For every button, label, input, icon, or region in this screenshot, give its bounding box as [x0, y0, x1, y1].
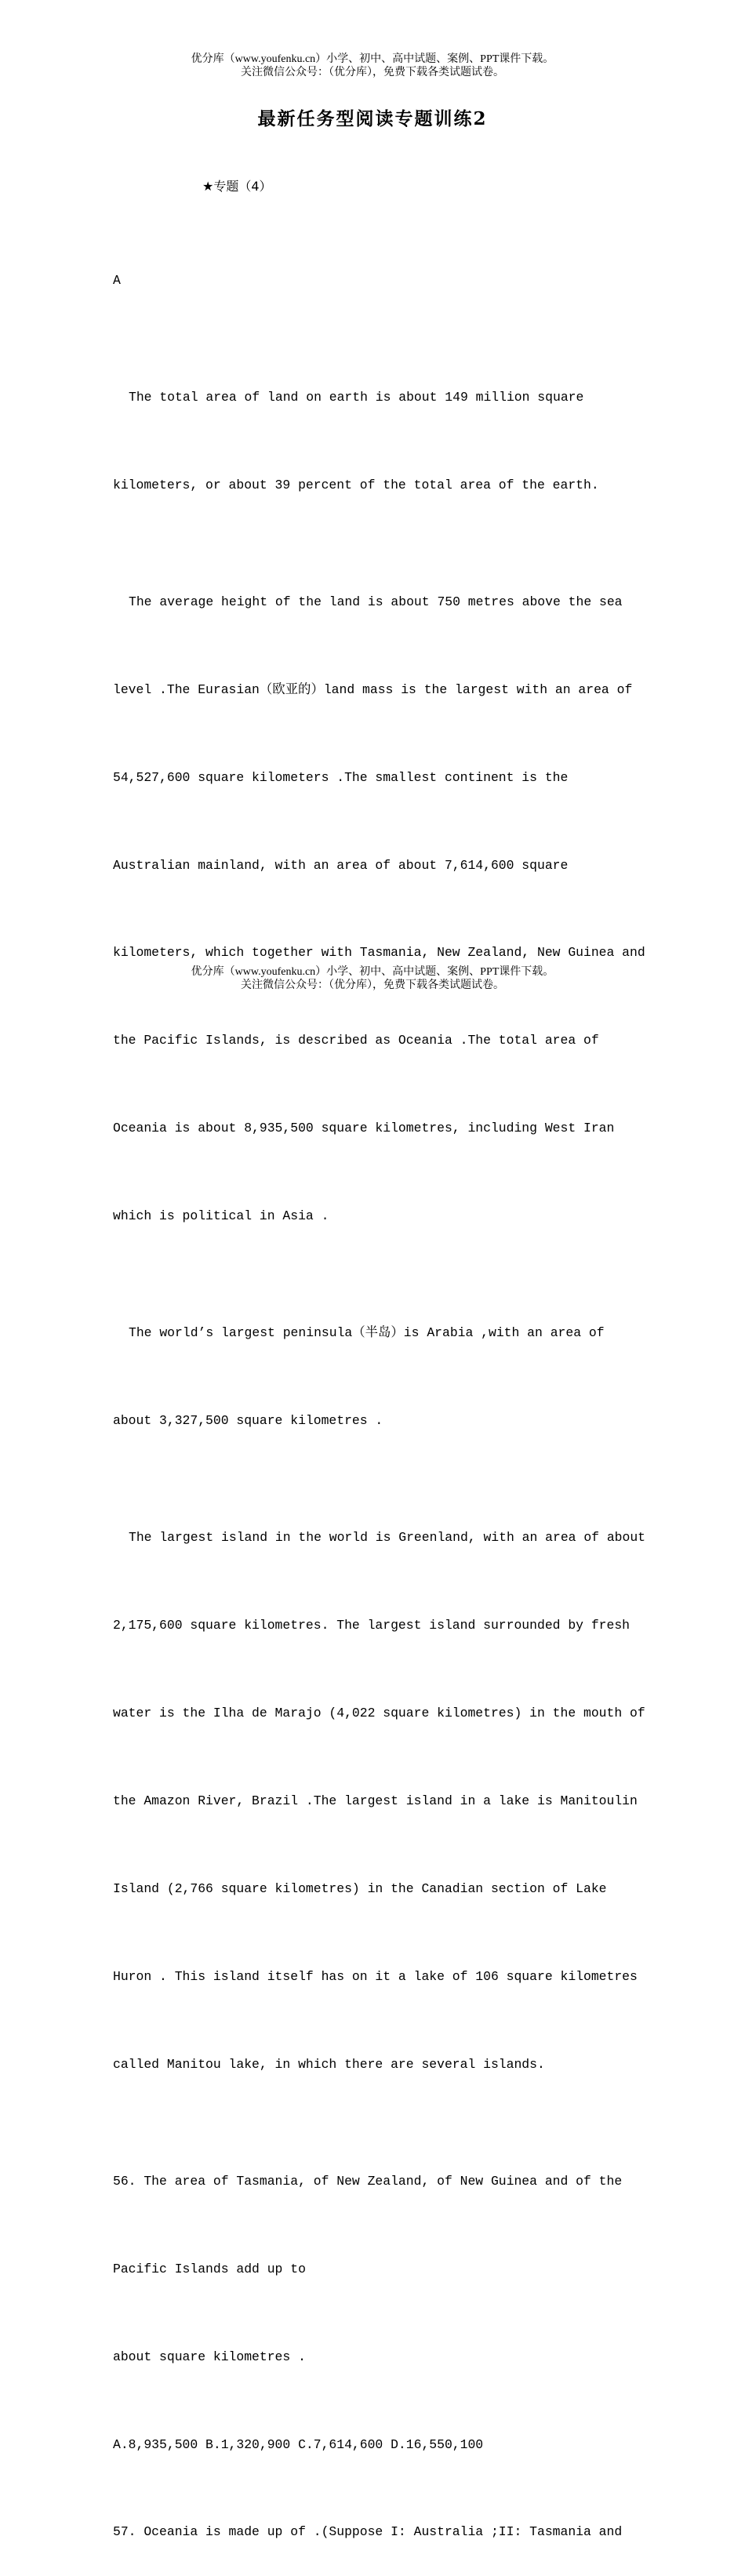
paragraph-line: which is political in Asia .	[113, 1208, 329, 1224]
paragraph-line: The average height of the land is about 750 metres above the sea	[129, 594, 623, 609]
paragraph-line: Huron . This island itself has on it a lake of 106 square kilometres	[113, 1968, 638, 1984]
paragraph-line: 2,175,600 square kilometres. The largest island surrounded by fresh	[113, 1618, 631, 1633]
paragraph-line: Island (2,766 square kilometres) in the Canadian section of Lake	[113, 1880, 607, 1896]
paragraph-line: The largest island in the world is Greenland, with an area of about	[129, 1530, 646, 1546]
paragraph-line: called Manitou lake, in which there are several islands.	[113, 2056, 545, 2072]
section-heading: ★专题（4）	[202, 179, 272, 194]
question-56-line: 56. The area of Tasmania, of New Zealand, of New Guinea and of the	[113, 2173, 623, 2189]
question-56-options: A.8,935,500 B.1,320,900 C.7,614,600 D.16,550,100	[113, 2436, 484, 2452]
document-body	[113, 207, 646, 2576]
paragraph-line: level .The Eurasian（欧亚的）land mass is the largest with an area of	[113, 681, 633, 697]
passage-label: A	[113, 272, 121, 288]
paragraph-line: The total area of land on earth is about 149 million square	[129, 389, 584, 405]
question-56-line: about square kilometres .	[113, 2349, 306, 2364]
header-line-2: 关注微信公众号：（优分库），免费下载各类试题试卷。	[241, 67, 504, 78]
paragraph-line: the Pacific Islands, is described as Oceania .The total area of	[113, 1033, 599, 1048]
paragraph-line: kilometers, or about 39 percent of the total area of the earth.	[113, 477, 599, 492]
question-56-line: Pacific Islands add up to	[113, 2261, 306, 2276]
header-line-1: 优分库（www.youfenku.cn）小学、初中、高中试题、案例、PPT课件下载。	[191, 53, 554, 65]
document-title: 最新任务型阅读专题训练2	[257, 108, 488, 129]
paragraph-line: the Amazon River, Brazil .The largest island in a lake is Manitoulin	[113, 1793, 638, 1809]
paragraph-line: Oceania is about 8,935,500 square kilometres, including West Iran	[113, 1121, 615, 1136]
page-header	[0, 53, 745, 79]
footer-line-1: 优分库（www.youfenku.cn）小学、初中、高中试题、案例、PPT课件下载。	[191, 966, 554, 978]
question-57-line: 57. Oceania is made up of .(Suppose I: Australia ;II: Tasmania and	[113, 2524, 623, 2540]
paragraph-line: kilometers, which together with Tasmania, New Zealand, New Guinea and	[113, 945, 645, 961]
page-footer	[0, 965, 745, 992]
paragraph-line: 54,527,600 square kilometers .The smallest continent is the	[113, 769, 569, 785]
paragraph-line: Australian mainland, with an area of about 7,614,600 square	[113, 857, 569, 873]
paragraph-line: about 3,327,500 square kilometres .	[113, 1413, 383, 1429]
footer-line-2: 关注微信公众号：（优分库），免费下载各类试题试卷。	[241, 979, 504, 991]
paragraph-line: The world’s largest peninsula（半岛）is Arabia ,with an area of	[129, 1325, 605, 1341]
paragraph-line: water is the Ilha de Marajo (4,022 square kilometres) in the mouth of	[113, 1706, 645, 1721]
